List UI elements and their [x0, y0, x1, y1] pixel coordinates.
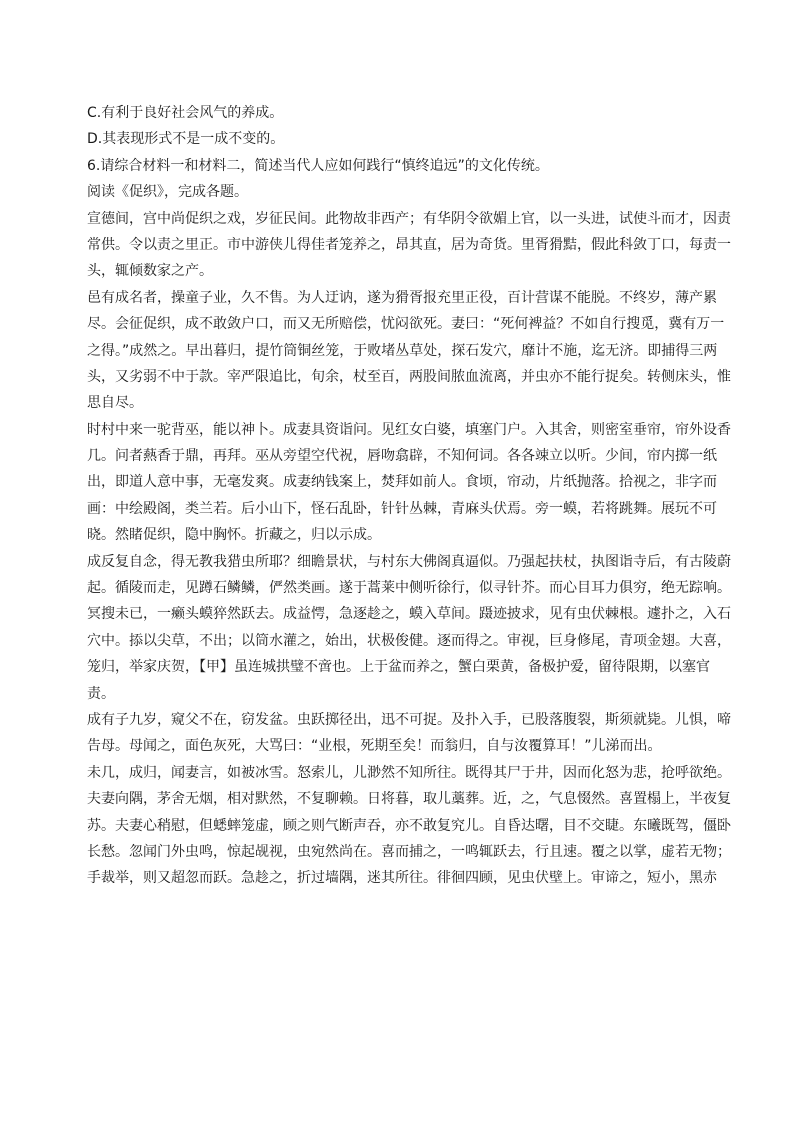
text-line: 夫妻向隅，茅舍无烟，相对默然，不复聊赖。日将暮，取儿藁葬。近，之，气息惙然。喜置榻上，半夜复 — [87, 791, 731, 808]
text-line: 宣德间，宫中尚促织之戏，岁征民间。此物故非西产；有华阴令欲媚上官，以一头进，试使斗而才，因责 — [87, 210, 731, 227]
text-line: 冥搜未已，一癞头蟆猝然跃去。成益愕，急逐趁之，蟆入草间。蹑迹披求，见有虫伏棘根。遽扑之，入石 — [87, 606, 731, 623]
text-line: 苏。夫妻心稍慰，但蟋蟀笼虚，顾之则气断声吞，亦不敢复究儿。自昏达曙，目不交睫。东曦既驾，僵卧 — [87, 817, 731, 834]
text-line: 几。问者爇香于鼎，再拜。巫从旁望空代祝，唇吻翕辟，不知何词。各各竦立以听。少间，帘内掷一纸 — [87, 448, 717, 465]
text-line: 长愁。忽闻门外虫鸣，惊起觇视，虫宛然尚在。喜而捕之，一鸣辄跃去，行且速。覆之以掌，虚若无物； — [87, 843, 731, 860]
text-line: 出，即道人意中事，无毫发爽。成妻纳钱案上，焚拜如前人。食顷，帘动，片纸抛落。拾视之，非字而 — [87, 474, 717, 491]
reading-instruction: 阅读《促织》，完成各题。 — [87, 184, 248, 201]
text-line: 手裁举，则又超忽而跃。急趁之，折过墙隅，迷其所往。徘徊四顾，见虫伏壁上。审谛之，短小，黑赤 — [87, 870, 717, 887]
text-line: 笼归，举家庆贺，【甲】虽连城拱璧不啻也。上于盆而养之，蟹白栗黄，备极护爱，留待限期，以塞官 — [87, 659, 710, 676]
text-line: 晓。然睹促织，隐中胸怀。折藏之，归以示成。 — [87, 527, 381, 544]
text-line: 思自尽。 — [87, 395, 143, 412]
text-line: 责。 — [87, 685, 115, 702]
text-line: 成反复自念，得无教我猎虫所耶？细瞻景状，与村东大佛阁真逼似。乃强起扶杖，执图诣寺后，有古陵蔚 — [87, 553, 731, 570]
text-line: 告母。母闻之，面色灰死，大骂曰：“业根，死期至矣！而翁归，自与汝覆算耳！”儿涕而出。 — [87, 738, 662, 755]
text-line: 常供。令以责之里正。市中游侠儿得佳者笼养之，昂其直，居为奇货。里胥猾黠，假此科敛丁口，每责一 — [87, 236, 731, 253]
text-line: 时村中来一驼背巫，能以神卜。成妻具资诣问。见红女白婆，填塞门户。入其舍，则密室垂帘，帘外设香 — [87, 421, 731, 438]
text-line: 之得。”成然之。早出暮归，提竹筒铜丝笼，于败堵丛草处，探石发穴，靡计不施，迄无济。即捕得三两 — [87, 342, 718, 359]
document-body — [87, 100, 731, 892]
text-line: 尽。会征促织，成不敢敛户口，而又无所赔偿，忧闷欲死。妻曰：“死何裨益？不如自行搜觅，冀有万一 — [87, 316, 725, 333]
text-line: 头，又劣弱不中于款。宰严限追比，旬余，杖至百，两股间脓血流离，并虫亦不能行捉矣。转侧床头，惟 — [87, 368, 731, 385]
text-line: 穴中。掭以尖草，不出；以筒水灌之，始出，状极俊健。逐而得之。审视，巨身修尾，青项金翅。大喜， — [87, 632, 731, 649]
text-line: 头，辄倾数家之产。 — [87, 263, 213, 280]
option-d-line: D.其表现形式不是一成不变的。 — [87, 131, 285, 148]
text-line: 未几，成归，闻妻言，如被冰雪。怒索儿，儿渺然不知所往。既得其尸于井，因而化怒为悲，抢呼欲绝。 — [87, 764, 731, 781]
option-c-line: C.有利于良好社会风气的养成。 — [87, 105, 284, 121]
question-6-line: 6.请综合材料一和材料二，简述当代人应如何践行“慎终追远”的文化传统。 — [87, 157, 549, 174]
text-line: 起。循陵而走，见蹲石鳞鳞，俨然类画。遂于蒿莱中侧听徐行，似寻针芥。而心目耳力俱穷，绝无踪响。 — [87, 580, 731, 597]
text-line: 成有子九岁，窥父不在，窃发盆。虫跃掷径出，迅不可捉。及扑入手，已股落腹裂，斯须就毙。儿惧，啼 — [87, 711, 731, 728]
text-line: 邑有成名者，操童子业，久不售。为人迂讷，遂为猾胥报充里正役，百计营谋不能脱。不终岁，薄产累 — [87, 289, 717, 306]
text-line: 画：中绘殿阁，类兰若。后小山下，怪石乱卧，针针丛棘，青麻头伏焉。旁一蟆，若将跳舞。展玩不可 — [87, 500, 717, 517]
